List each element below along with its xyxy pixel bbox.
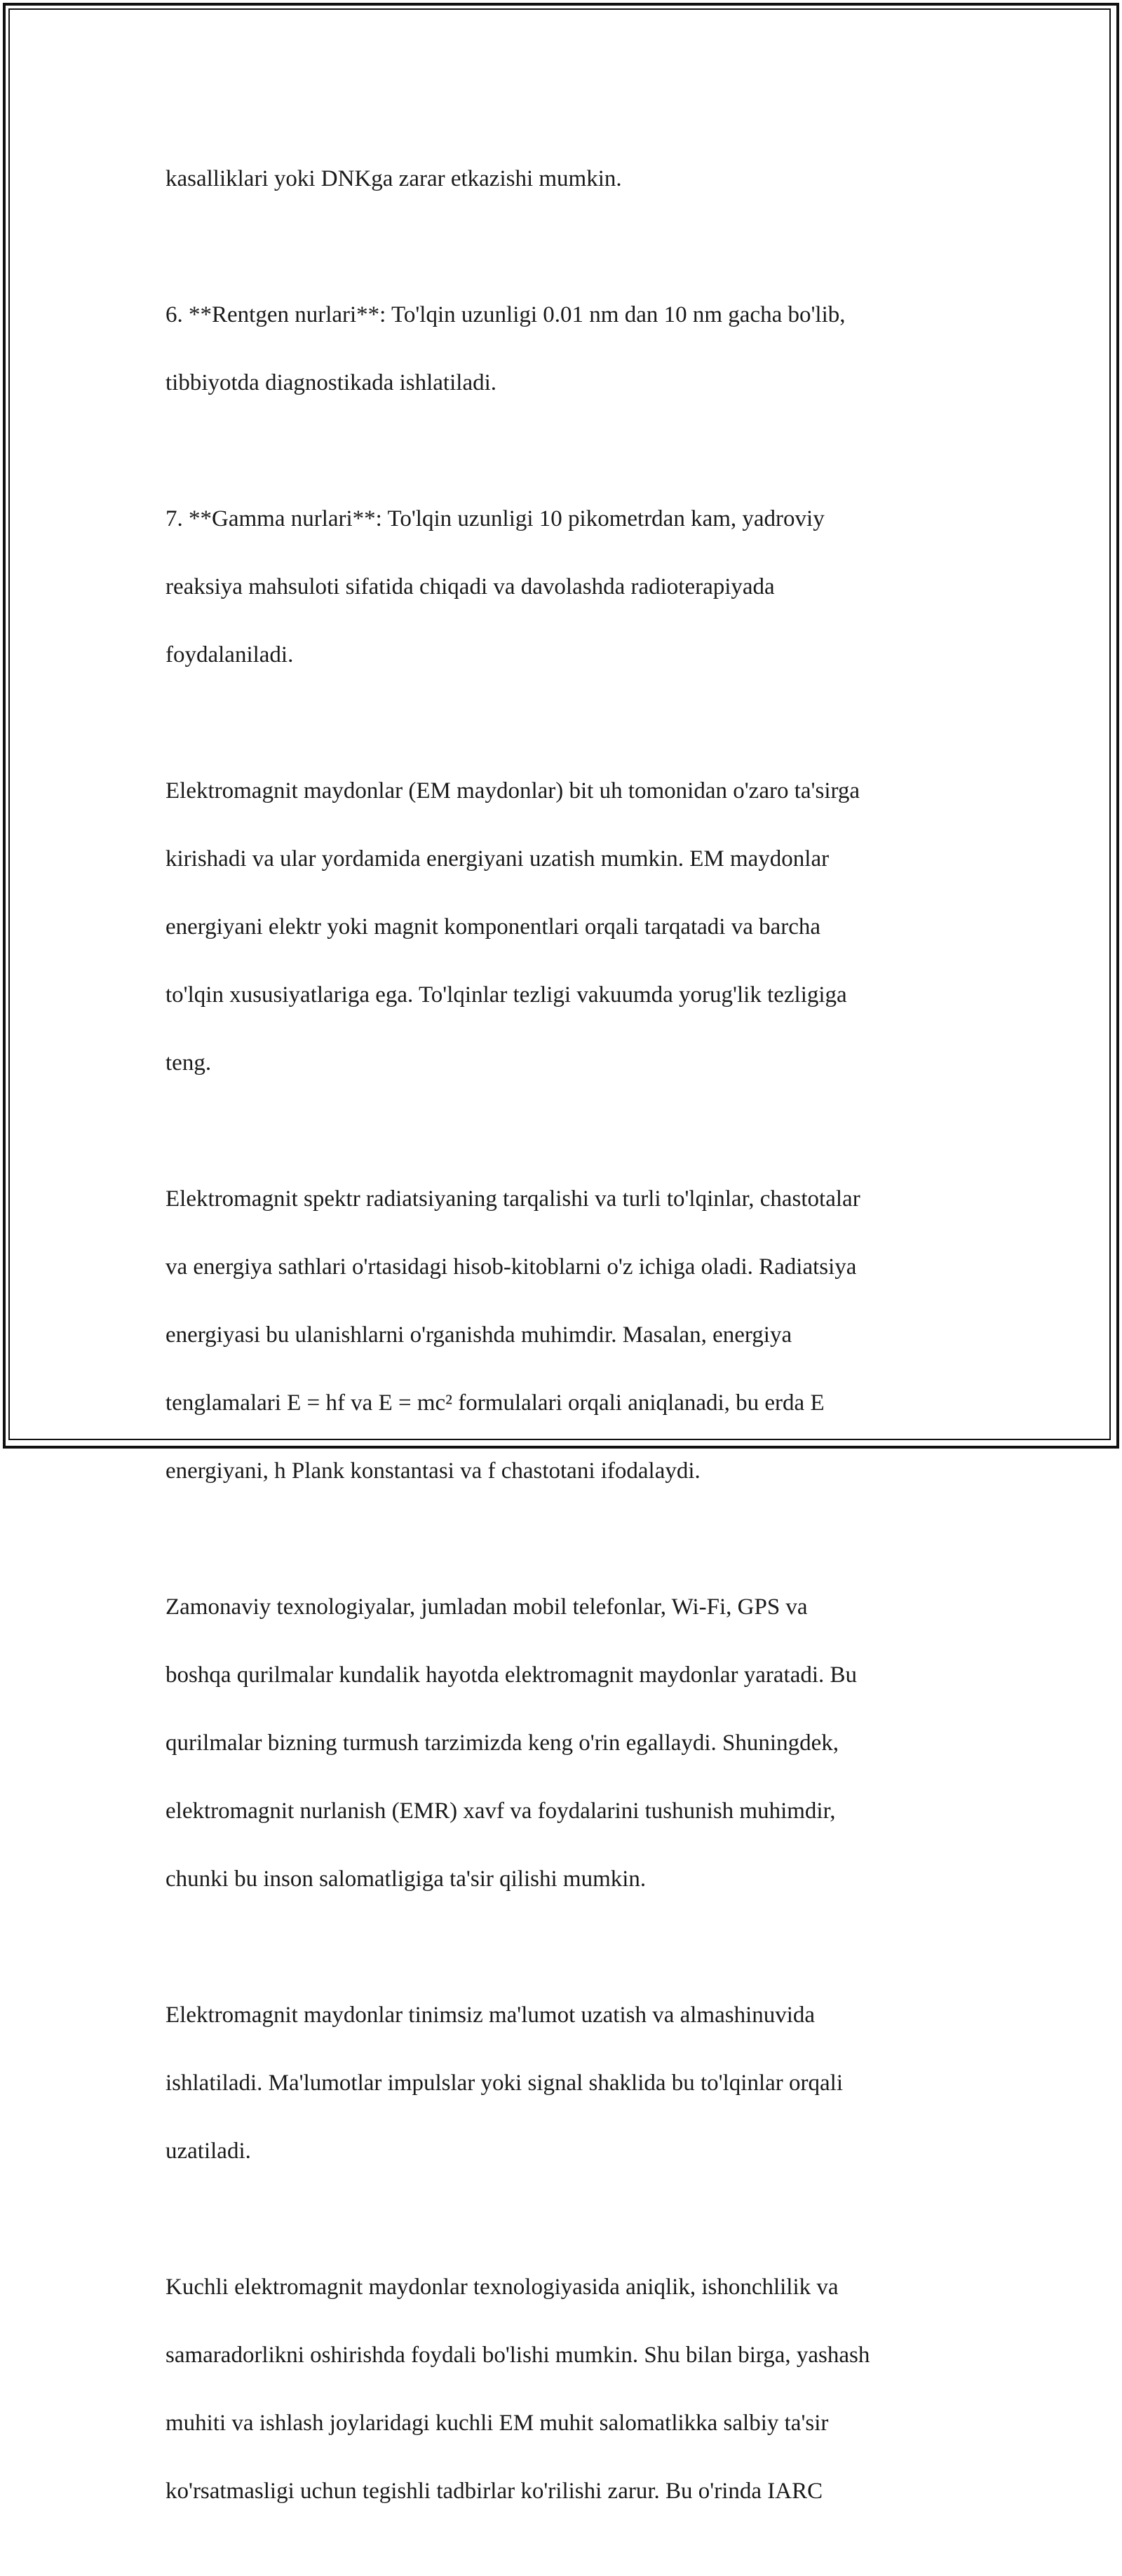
document-body bbox=[165, 128, 958, 2576]
paragraph-item-6-x-rays bbox=[165, 264, 958, 434]
text-line: teng. bbox=[165, 1050, 212, 1076]
text-line: Elektromagnit maydonlar tinimsiz ma'lumot uzatish va almashinuvida bbox=[165, 2002, 816, 2028]
text-line: va energiya sathlari o'rtasidagi hisob-kitoblarni o'z ichiga oladi. Radiatsiya bbox=[165, 1254, 857, 1280]
text-line: to'lqin xususiyatlariga ega. To'lqinlar tezligi vakuumda yorug'lik tezligiga bbox=[165, 982, 847, 1008]
text-line: muhiti va ishlash joylaridagi kuchli EM muhit salomatlikka salbiy ta'sir bbox=[165, 2410, 829, 2436]
text-line: energiyani, h Plank konstantasi va f chastotani ifodalaydi. bbox=[165, 1458, 701, 1484]
text-line: elektromagnit nurlanish (EMR) xavf va foydalarini tushunish muhimdir, bbox=[165, 1798, 836, 1824]
text-line: 6. **Rentgen nurlari**: To'lqin uzunligi 0.01 nm dan 10 nm gacha bo'lib, bbox=[165, 301, 846, 327]
text-line: energiyasi bu ulanishlarni o'rganishda muhimdir. Masalan, energiya bbox=[165, 1322, 792, 1348]
text-line: boshqa qurilmalar kundalik hayotda elektromagnit maydonlar yaratadi. Bu bbox=[165, 1662, 858, 1688]
text-line: samaradorlikni oshirishda foydali bo'lishi mumkin. Shu bilan birga, yashash bbox=[165, 2342, 870, 2368]
text-line: tibbiyotda diagnostikada ishlatiladi. bbox=[165, 370, 497, 395]
text-line: energiyani elektr yoki magnit komponentlari orqali tarqatadi va barcha bbox=[165, 914, 821, 940]
text-line: Elektromagnit maydonlar (EM maydonlar) bit uh tomonidan o'zaro ta'sirga bbox=[165, 778, 860, 804]
text-line: chunki bu inson salomatligiga ta'sir qilishi mumkin. bbox=[165, 1866, 647, 1892]
text-line: foydalaniladi. bbox=[165, 642, 294, 667]
text-line: ishlatiladi. Ma'lumotlar impulslar yoki signal shaklida bu to'lqinlar orqali bbox=[165, 2070, 843, 2096]
text-line: tenglamalari E = hf va E = mc² formulalari orqali aniqlanadi, bu erda E bbox=[165, 1390, 825, 1416]
text-line: kirishadi va ular yordamida energiyani uzatish mumkin. EM maydonlar bbox=[165, 846, 830, 872]
paragraph-em-fields bbox=[165, 740, 958, 1114]
text-line: uzatiladi. bbox=[165, 2138, 251, 2164]
text-line: qurilmalar bizning turmush tarzimizda keng o'rin egallaydi. Shuningdek, bbox=[165, 1730, 839, 1756]
text-line: ko'rsatmasligi uchun tegishli tadbirlar ko'rilishi zarur. Bu o'rinda IARC bbox=[165, 2478, 823, 2504]
paragraph-data-transmission bbox=[165, 1964, 958, 2202]
paragraph-continuation bbox=[165, 128, 958, 230]
text-line: kasalliklari yoki DNKga zarar etkazishi mumkin. bbox=[165, 165, 622, 191]
text-line: 7. **Gamma nurlari**: To'lqin uzunligi 10 pikometrdan kam, yadroviy bbox=[165, 506, 825, 531]
paragraph-modern-technologies bbox=[165, 1556, 958, 1930]
text-line: reaksiya mahsuloti sifatida chiqadi va davolashda radioterapiyada bbox=[165, 574, 775, 599]
text-line: Kuchli elektromagnit maydonlar texnologiyasida aniqlik, ishonchlilik va bbox=[165, 2274, 839, 2300]
paragraph-item-7-gamma-rays bbox=[165, 468, 958, 706]
text-line: Zamonaviy texnologiyalar, jumladan mobil telefonlar, Wi-Fi, GPS va bbox=[165, 1594, 808, 1620]
paragraph-em-spectrum bbox=[165, 1148, 958, 1522]
text-line: Elektromagnit spektr radiatsiyaning tarqalishi va turli to'lqinlar, chastotalar bbox=[165, 1186, 860, 1212]
paragraph-strong-em-fields bbox=[165, 2236, 958, 2542]
